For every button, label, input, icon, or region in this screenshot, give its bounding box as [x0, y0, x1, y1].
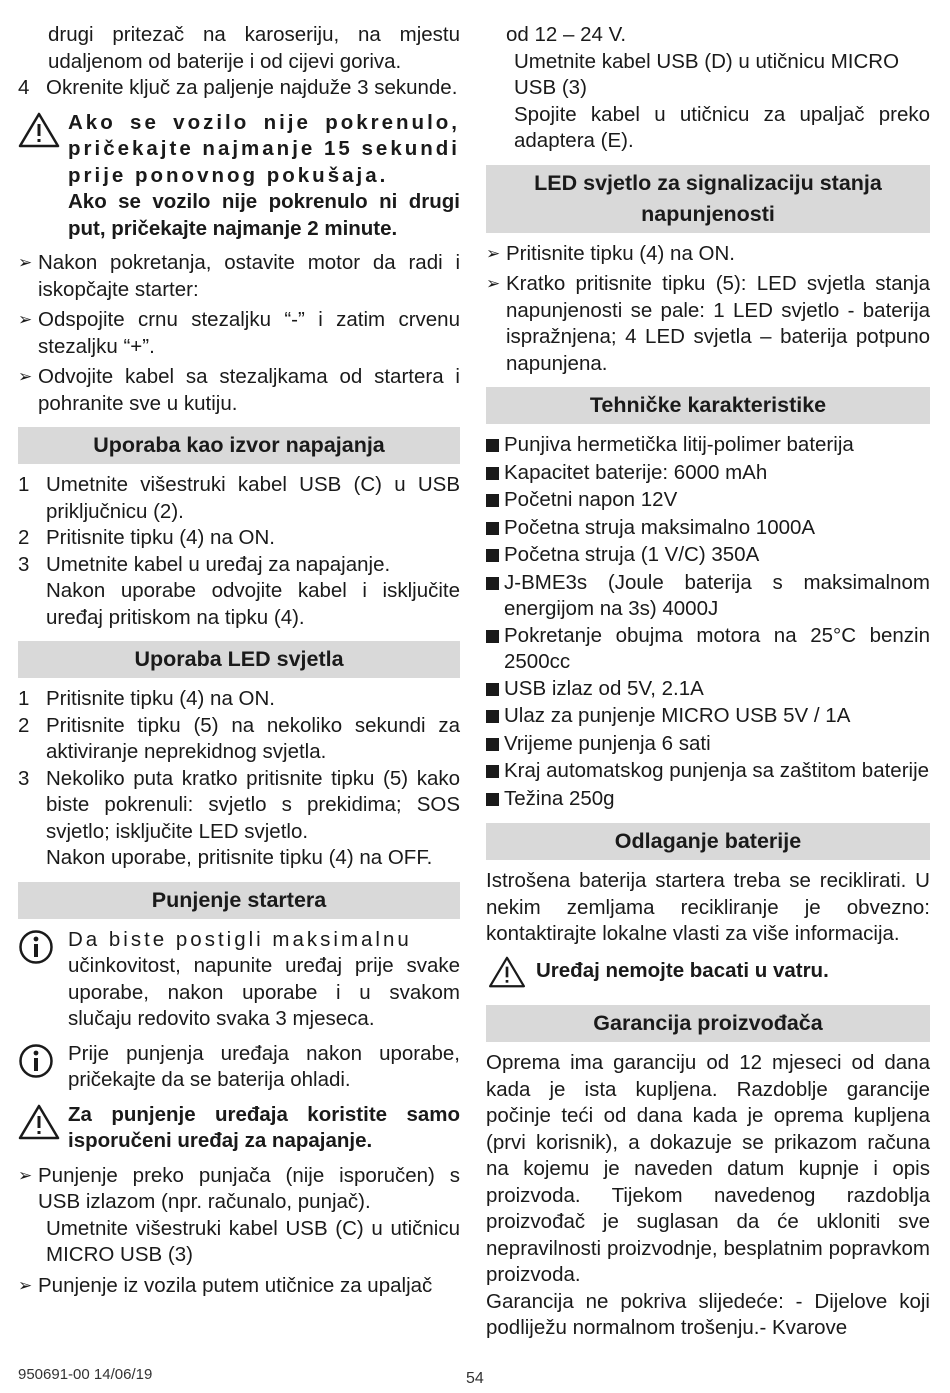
- arrow-icon: ➢: [18, 310, 33, 329]
- paragraph: drugi pritezač na karoseriju, na mjestu udaljenom od baterije i od cijevi goriva.: [48, 23, 460, 73]
- list-item-text: Početna struja maksimalno 1000A: [504, 515, 816, 539]
- step-number: 2: [18, 713, 30, 737]
- arrow-icon: ➢: [18, 1165, 33, 1185]
- arrow-text: Nakon pokretanja, ostavite motor da radi i iskopčajte starter:: [38, 251, 460, 301]
- bullet-icon: [486, 432, 504, 460]
- page-number: 54: [466, 1370, 484, 1387]
- arrow-text: Punjenje iz vozila putem utičnice za upaljač: [38, 1273, 433, 1297]
- step-number: 1: [18, 687, 30, 710]
- paragraph: Spojite kabel u utičnicu za upaljač preko adaptera (E).: [514, 102, 930, 152]
- right-column: [486, 22, 930, 1342]
- step-number: 2: [18, 526, 30, 549]
- paragraph: od 12 – 24 V.: [506, 23, 627, 46]
- arrow-item: [486, 271, 930, 377]
- warning-triangle-icon: [18, 1102, 68, 1155]
- arrow-icon: ➢: [486, 243, 501, 263]
- warning-text: Uređaj nemojte bacati u vatru.: [536, 958, 829, 982]
- bullet-icon: [486, 623, 504, 676]
- list-item-text: Početna struja (1 V/C) 350A: [504, 543, 760, 566]
- arrow-text: Kratko pritisnite tipku (5): LED svjetla stanja napunjenosti se pale: 1 LED svjetlo - baterija ispražnjena; 4 LED svjetla – baterija potpuno napunjena.: [506, 272, 930, 375]
- list-item-text: Težina 250g: [504, 786, 615, 810]
- info-text: Prije punjenja uređaja nakon uporabe, pričekajte da se baterija ohladi.: [68, 1041, 460, 1091]
- step-number: 3: [18, 766, 30, 790]
- arrow-item: [18, 307, 460, 360]
- arrow-text: Punjenje preko punjača (nije isporučen) s USB izlazom (npr. računalo, punjač).: [38, 1163, 460, 1213]
- arrow-icon: ➢: [18, 1275, 33, 1295]
- info-note: [18, 1041, 460, 1094]
- bullet-icon: [486, 487, 504, 515]
- bullet-icon: [486, 515, 504, 543]
- warning-note: [486, 954, 930, 996]
- step-item: [18, 552, 460, 579]
- step-number: 3: [18, 552, 30, 576]
- step-text: Pritisnite tipku (4) na ON.: [46, 526, 275, 549]
- step-text: Okrenite ključ za paljenje najduže 3 sekunde.: [46, 76, 458, 99]
- step-text: Pritisnite tipku (4) na ON.: [46, 687, 275, 710]
- step-item: [18, 766, 460, 846]
- list-item: [486, 542, 930, 570]
- step-item: [18, 686, 460, 713]
- arrow-item: [486, 241, 930, 268]
- step-number: 4: [18, 76, 30, 99]
- step-text: Umetnite višestruki kabel USB (C) u USB priključnicu (2).: [46, 473, 460, 523]
- warning-triangle-icon: [18, 110, 68, 243]
- arrow-icon: ➢: [486, 274, 501, 293]
- paragraph: Nakon uporabe odvojite kabel i isključite uređaj pritiskom na tipku (4).: [46, 579, 460, 629]
- arrow-item: [18, 1273, 460, 1300]
- info-circle-icon: [18, 1041, 68, 1094]
- list-item: [486, 786, 930, 814]
- warning-note: [18, 110, 460, 243]
- list-item-text: J-BME3s (Joule baterija s maksimalnom energijom na 3s) 4000J: [504, 570, 930, 620]
- section-heading: Odlaganje baterije: [486, 823, 930, 860]
- list-item: [486, 676, 930, 704]
- warning-text: Ako se vozilo nije pokrenulo ni drugi put, pričekajte najmanje 2 minute.: [68, 190, 460, 240]
- bullet-icon: [486, 542, 504, 570]
- step-text: Pritisnite tipku (5) na nekoliko sekundi za aktiviranje neprekidnog svjetla.: [46, 713, 460, 763]
- step-text: Nekoliko puta kratko pritisnite tipku (5) kako biste pokrenuli: svjetlo s prekidima; SOS svjetlo; isključite LED svjetlo.: [46, 766, 460, 843]
- list-item-text: Kraj automatskog punjenja sa zaštitom baterije: [504, 759, 930, 782]
- step-item: [18, 525, 460, 552]
- step-item: [18, 472, 460, 525]
- list-item: [486, 460, 930, 488]
- info-note: [18, 927, 460, 1033]
- bullet-icon: [486, 731, 504, 759]
- arrow-item: [18, 250, 460, 303]
- info-text: Da biste postigli maksimalnu: [68, 927, 412, 951]
- arrow-text: Pritisnite tipku (4) na ON.: [506, 241, 735, 265]
- document-code: 950691-00 14/06/19: [18, 1366, 153, 1383]
- step-item: [18, 75, 460, 102]
- section-heading: Garancija proizvođača: [486, 1005, 930, 1042]
- warning-text: Ako se vozilo nije pokrenulo, pričekajte najmanje 15 sekundi prije ponovnog pokušaja.: [68, 110, 460, 187]
- arrow-icon: ➢: [18, 253, 33, 272]
- section-heading: Tehničke karakteristike: [486, 387, 930, 424]
- warning-note: [18, 1102, 460, 1155]
- paragraph: Istrošena baterija startera treba se reciklirati. U nekim zemljama recikliranje je obvezno: kontaktirajte lokalne vlasti za više informacija.: [486, 869, 930, 945]
- paragraph: Garancija ne pokriva slijedeće: - Dijelove koji podliježu normalnom trošenju.- Kvarove: [486, 1289, 930, 1339]
- section-heading: LED svjetlo za signalizaciju stanja napunjenosti: [486, 165, 930, 233]
- arrow-text: Odvojite kabel sa stezaljkama od startera i pohranite sve u kutiju.: [38, 365, 460, 415]
- bullet-icon: [486, 570, 504, 623]
- info-text: učinkovitost, napunite uređaj prije svake uporabe, nakon uporabe i u svakom slučaju redovito svaka 3 mjeseca.: [68, 954, 460, 1030]
- step-text: Umetnite kabel u uređaj za napajanje.: [46, 552, 391, 576]
- warning-triangle-icon: [486, 954, 536, 996]
- list-item-text: Pokretanje obujma motora na 25°C benzin 2500cc: [504, 623, 930, 673]
- section-heading: Punjenje startera: [18, 882, 460, 919]
- info-circle-icon: [18, 927, 68, 1033]
- list-item-text: USB izlaz od 5V, 2.1A: [504, 676, 704, 700]
- list-item: [486, 487, 930, 515]
- paragraph: Oprema ima garanciju od 12 mjeseci od dana kada je ista kupljena. Razdoblje garancije počinje teći od dana kada je oprema kupljena (prvi korisnik), a dokazuje se prikazom računa na kojemu je naveden datum kupnje i opis proizvoda. Tijekom navedenog razdoblja proizvođač je suglasan da će ukloniti sve nepravilnosti proizvodnje, besplatnim popravkom proizvoda.: [486, 1051, 930, 1286]
- bullet-icon: [486, 460, 504, 488]
- list-item-text: Vrijeme punjenja 6 sati: [504, 731, 711, 755]
- list-item: [486, 432, 930, 460]
- arrow-item: [18, 1163, 460, 1216]
- list-item-text: Punjiva hermetička litij-polimer baterija: [504, 433, 854, 456]
- list-item: [486, 703, 930, 731]
- list-item-text: Kapacitet baterije: 6000 mAh: [504, 460, 768, 484]
- arrow-icon: ➢: [18, 367, 33, 386]
- paragraph: Nakon uporabe, pritisnite tipku (4) na OFF.: [46, 846, 433, 869]
- paragraph: Umetnite kabel USB (D) u utičnicu MICRO USB (3): [514, 49, 900, 99]
- list-item: [486, 570, 930, 623]
- list-item: [486, 758, 930, 786]
- warning-text: Za punjenje uređaja koristite samo isporučeni uređaj za napajanje.: [68, 1102, 460, 1152]
- bullet-icon: [486, 676, 504, 704]
- section-heading: Uporaba kao izvor napajanja: [18, 427, 460, 464]
- arrow-item: [18, 364, 460, 417]
- list-item: [486, 731, 930, 759]
- arrow-text: Odspojite crnu stezaljku “-” i zatim crvenu stezaljku “+”.: [38, 308, 460, 358]
- bullet-icon: [486, 703, 504, 731]
- left-column: [18, 22, 460, 1299]
- list-item: [486, 515, 930, 543]
- list-item-text: Početni napon 12V: [504, 488, 678, 511]
- bullet-icon: [486, 758, 504, 786]
- paragraph: Umetnite višestruki kabel USB (C) u utičnicu MICRO USB (3): [46, 1216, 460, 1266]
- section-heading: Uporaba LED svjetla: [18, 641, 460, 678]
- step-number: 1: [18, 473, 30, 496]
- list-item: [486, 623, 930, 676]
- list-item-text: Ulaz za punjenje MICRO USB 5V / 1A: [504, 704, 851, 727]
- step-item: [18, 713, 460, 766]
- bullet-icon: [486, 786, 504, 814]
